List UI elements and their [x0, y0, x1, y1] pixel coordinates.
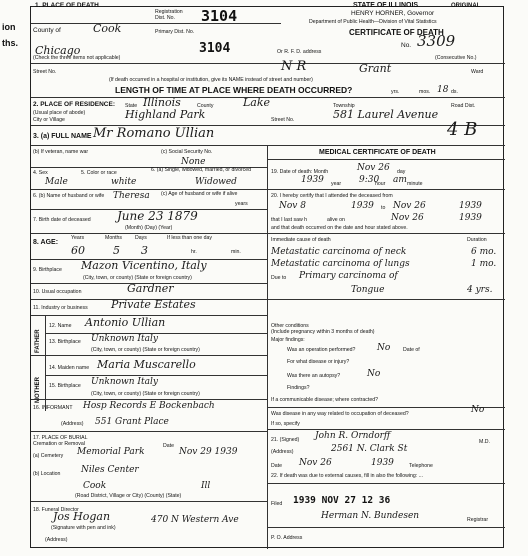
grant-value: Grant — [359, 62, 392, 75]
last-saw-label: that I last saw h — [271, 217, 308, 223]
residence-city-value: Highland Park — [125, 108, 206, 121]
road-dist-label: Road Dist. — [451, 103, 476, 109]
doctor-date-value: Nov 26 — [299, 458, 332, 468]
age-months-value: 5 — [113, 244, 120, 257]
registration-number: 3104 — [201, 7, 238, 25]
occupation-answer: No — [471, 405, 485, 415]
spouse-value: Theresa — [113, 191, 150, 201]
immediate-cause-label: Immediate cause of death — [271, 237, 331, 243]
mother-birthplace-label: 15. Birthplace — [49, 383, 81, 389]
age-days-value: 3 — [141, 244, 148, 257]
department-label: Department of Public Health—Division of Vital Statistics — [309, 19, 437, 25]
birth-date-value: June 23 1879 — [117, 209, 198, 223]
usual-abode-note: (Usual place of abode) — [33, 110, 86, 116]
residence-county-value: Lake — [243, 96, 271, 109]
mother-vertical-label: MOTHER — [35, 377, 41, 403]
mother-name-label: 14. Maiden name — [49, 365, 90, 371]
date-of-death-label: 19. Date of death: Month — [271, 169, 329, 175]
burial-county-value: Cook — [83, 481, 107, 491]
funeral-address-label: (Address) — [45, 537, 68, 543]
marital-label: 6. (a) Single, widowed, married, or divorced — [151, 167, 252, 173]
death-am-value: am — [393, 175, 407, 185]
age-spouse-years: years — [235, 201, 248, 207]
birth-date-label: 7. Birth date of deceased — [33, 217, 91, 223]
other-conditions-label: Other conditions — [271, 323, 309, 329]
spouse-label: 6. (b) Name of husband or wife — [33, 193, 105, 199]
birthplace-label: 9. Birthplace — [33, 267, 62, 273]
cemetery-value: Memorial Park — [77, 447, 145, 457]
funeral-director-sub: (Signature with pen and ink) — [51, 525, 116, 531]
birthplace-sub: (City, town, or county) (State or foreign country) — [83, 275, 192, 281]
length-of-stay-label: LENGTH OF TIME AT PLACE WHERE DEATH OCCURRED? — [115, 85, 353, 95]
birth-date-sub: (Month) (Day) (Year) — [125, 225, 173, 231]
cause-2-value: Metastatic carcinoma of lungs — [271, 259, 410, 269]
street-label: Street No. — [33, 69, 57, 75]
po-address-label: P. O. Address — [271, 535, 303, 541]
age-label: 8. AGE: — [33, 239, 59, 246]
industry-label: 11. Industry or business — [33, 305, 88, 311]
color-label: 5. Color or race — [81, 170, 117, 176]
residence-county-label: County — [197, 103, 214, 109]
ssn-value: None — [181, 157, 206, 167]
residence-state-value: Illinois — [143, 96, 181, 109]
township-label: Township — [333, 103, 355, 109]
doctor-address-label: (Address) — [271, 449, 294, 455]
burial-location-label: (b) Location — [33, 471, 61, 477]
nr-value: N R — [281, 59, 307, 74]
last-saw-value: Nov 26 — [391, 213, 424, 223]
minute-label: minute — [407, 181, 423, 187]
mos-label: mos. — [419, 89, 431, 95]
father-birthplace-sub: (City, town, or county) (State or foreign country) — [91, 347, 200, 353]
place-of-death-label: 1. PLACE OF DEATH — [35, 2, 99, 9]
communicable-label: If a communicable disease; where contracted? — [271, 397, 378, 403]
burial-date-label: Date — [163, 443, 174, 449]
death-occurred-note: and that death occurred on the date and hour stated above. — [271, 225, 408, 231]
mother-birthplace-value: Unknown Italy — [91, 377, 158, 387]
attend-label: 20. I hereby certify that I attended the deceased from — [271, 193, 393, 199]
funeral-address-value: 470 N Western Ave — [151, 515, 239, 525]
alive-on-label: alive on — [327, 217, 345, 223]
min-label: min. — [231, 249, 241, 255]
if-so-label: If so, specify — [271, 421, 300, 427]
rural-label: Or R. F. D. address — [277, 49, 322, 55]
residence-street-value: 581 Laurel Avenue — [333, 108, 439, 121]
industry-value: Private Estates — [111, 298, 196, 311]
certificate-number: 3309 — [417, 32, 456, 50]
attend-from-value: Nov 8 — [279, 201, 306, 211]
left-margin — [0, 0, 30, 556]
funeral-director-label: 18. Funeral Director — [33, 507, 79, 513]
occupation-label: 10. Usual occupation — [33, 289, 82, 295]
attend-from-year: 1939 — [351, 201, 374, 211]
full-name-label: 3. (a) FULL NAME — [33, 133, 92, 140]
sex-value: Male — [45, 177, 68, 187]
last-saw-year: 1939 — [459, 213, 482, 223]
less-than-label: If less than one day — [167, 235, 212, 241]
date-of-death-month: Nov 26 — [357, 163, 390, 173]
days-label: Days — [135, 235, 147, 241]
consecutive-label: (Consecutive No.) — [435, 55, 477, 61]
father-birthplace-value: Unknown Italy — [91, 334, 158, 344]
findings-label: Findings? — [287, 385, 310, 391]
informant-value: Hosp Records E Bockenbach — [83, 401, 215, 411]
county-label: County of — [33, 27, 61, 34]
cause-1-duration: 6 mo. — [471, 247, 497, 257]
informant-address-label: (Address) — [61, 421, 84, 427]
cremation-label: Cremation or Removal — [33, 441, 85, 447]
mother-birthplace-sub: (City, town, or county) (State or foreign country) — [91, 391, 200, 397]
filed-label: Filed — [271, 501, 283, 507]
veteran-label: (b) If veteran, name war — [33, 149, 89, 155]
occupation-value: Gardner — [127, 282, 174, 295]
governor-label: HENRY HORNER, Governor — [351, 10, 435, 17]
residence-label: 2. PLACE OF RESIDENCE: — [33, 101, 115, 108]
ds-label: ds. — [451, 89, 458, 95]
funeral-director-value: Jos Hogan — [53, 510, 111, 523]
informant-label: 16. INFORMANT — [33, 405, 73, 411]
check-note: (Check the three items not applicable) — [33, 55, 121, 61]
margin-stamp-value: 4 B — [447, 119, 478, 140]
birthplace-value: Mazon Vicentino, Italy — [81, 259, 207, 272]
registration-label: Registration — [155, 9, 183, 15]
county-value: Cook — [93, 22, 122, 35]
attend-to-label: to — [381, 205, 386, 211]
major-findings-label: Major findings: — [271, 337, 305, 343]
signed-label: 21. (Signed) — [271, 437, 300, 443]
burial-location-value: Niles Center — [81, 465, 139, 475]
hr-label: hr. — [191, 249, 197, 255]
burial-state-value: Ill — [201, 481, 211, 491]
cause-1-value: Metastatic carcinoma of neck — [271, 247, 407, 257]
doctor-date-year: 1939 — [371, 458, 394, 468]
primary-dist-label: Primary Dist. No. — [155, 29, 195, 35]
age-spouse-label: (c) Age of husband or wife if alive — [161, 191, 238, 197]
yrs-label: yrs. — [391, 89, 400, 95]
disease-injury-label: For what disease or injury? — [287, 359, 350, 365]
telephone-label: Telephone — [409, 463, 433, 469]
death-year-value: 1939 — [301, 175, 324, 185]
burial-location-sub: (Road District, Village or City) (County) (State) — [75, 493, 182, 499]
external-causes-note: 22. If death was due to external causes, fill in also the following: ... — [271, 473, 423, 479]
residence-city-label: City or Village — [33, 117, 65, 123]
pregnancy-note: (Include pregnancy within 3 months of death) — [271, 329, 375, 335]
day-label: day — [397, 169, 406, 175]
color-value: white — [111, 177, 137, 187]
cert-no-prefix: No. — [401, 42, 412, 49]
father-birthplace-label: 13. Birthplace — [49, 339, 81, 345]
burial-date-value: Nov 29 1939 — [179, 447, 238, 457]
original-label: ORIGINAL — [451, 3, 481, 9]
medical-heading: MEDICAL CERTIFICATE OF DEATH — [319, 149, 436, 156]
autopsy-label: Was there an autopsy? — [287, 373, 341, 379]
signed-value: John R. Orndorff — [315, 431, 391, 441]
operation-label: Was an operation performed? — [287, 347, 356, 353]
dist-no-label: Dist. No. — [155, 15, 175, 21]
primary-dist-number: 3104 — [199, 41, 231, 56]
certificate-title: CERTIFICATE OF DEATH — [349, 28, 444, 37]
informant-address-value: 551 Grant Place — [95, 417, 169, 427]
filed-stamp: 1939 NOV 27 12 36 — [293, 495, 391, 506]
registrar-value: Herman N. Bundesen — [321, 511, 420, 521]
year-label: year — [331, 181, 342, 187]
hour-label: hour — [375, 181, 386, 187]
length-value: 18 — [437, 85, 449, 95]
attend-to-value: Nov 26 — [393, 201, 426, 211]
doctor-address-value: 2561 N. Clark St — [331, 444, 408, 454]
attend-to-year: 1939 — [459, 201, 482, 211]
certificate-form — [30, 2, 504, 548]
registrar-label: Registrar — [467, 517, 489, 523]
operation-value: No — [377, 343, 391, 353]
cause-3-duration: 4 yrs. — [467, 285, 493, 295]
cemetery-label: (a) Cemetery — [33, 453, 64, 459]
occupation-question: Was disease in any way related to occupation of deceased? — [271, 411, 409, 417]
residence-state-label: State — [125, 103, 138, 109]
marital-value: Widowed — [195, 177, 237, 187]
doctor-date-label: Date — [271, 463, 282, 469]
father-name-value: Antonio Ullian — [85, 316, 166, 329]
residence-street-label: Street No. — [271, 117, 295, 123]
date-of-label: Date of — [403, 347, 420, 353]
father-vertical-label: FATHER — [35, 329, 41, 353]
margin-note-top: ion — [2, 22, 16, 32]
city-value: Chicago — [35, 44, 81, 57]
age-years-value: 60 — [71, 244, 85, 257]
margin-note-second: ths. — [2, 38, 19, 48]
autopsy-value: No — [367, 369, 381, 379]
hospital-note: (If death occurred in a hospital or institution, give its NAME instead of street and number) — [109, 77, 313, 83]
md-label: M.D. — [479, 439, 490, 445]
months-label: Months — [105, 235, 123, 241]
mother-name-value: Maria Muscarello — [97, 358, 196, 371]
ssn-label: (c) Social Security No. — [161, 149, 213, 155]
death-hour-value: 9:30 — [359, 175, 380, 185]
father-name-label: 12. Name — [49, 323, 72, 329]
full-name-value: Mr Romano Ullian — [93, 126, 215, 141]
state-label: STATE OF ILLINOIS — [353, 2, 419, 9]
cause-3b-value: Tongue — [351, 285, 385, 295]
due-to-label: Due to — [271, 275, 287, 281]
burial-label: 17. PLACE OF BURIAL — [33, 435, 88, 441]
years-label: Years — [71, 235, 85, 241]
sex-label: 4. Sex — [33, 170, 48, 176]
cause-2-duration: 1 mo. — [471, 259, 497, 269]
ward-label: Ward — [471, 69, 484, 75]
cause-3-value: Primary carcinoma of — [299, 271, 398, 281]
duration-label: Duration — [467, 237, 487, 243]
